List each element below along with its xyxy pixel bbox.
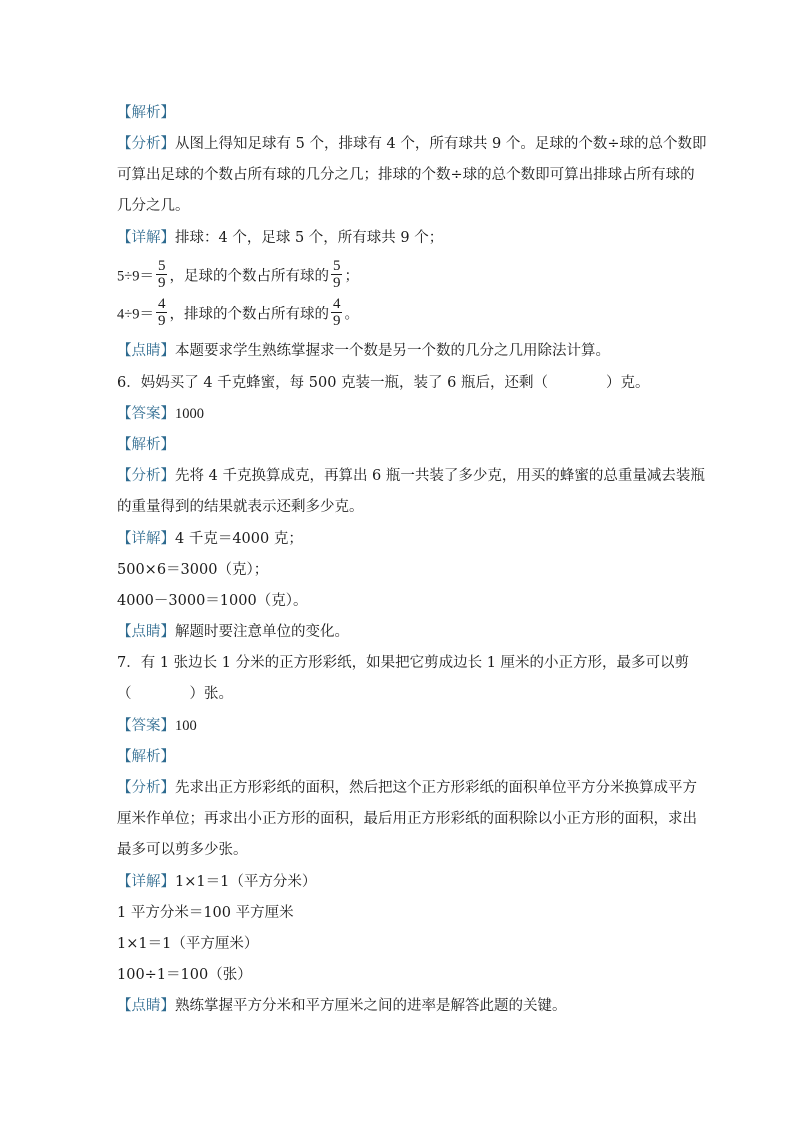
dianjing-text: 熟练掌握平方分米和平方厘米之间的进率是解答此题的关键。	[175, 998, 567, 1014]
fenxi-line	[117, 809, 697, 829]
xiangjie-line	[117, 965, 687, 985]
fenxi-tag: 【分析】	[117, 136, 175, 152]
xiangjie-text: 1×1＝1（平方厘米）	[117, 936, 259, 952]
fraction-numerator: 5	[332, 258, 341, 274]
jiexi-tag: 【解析】	[117, 749, 175, 765]
question-text: ）张。	[189, 686, 233, 702]
equation-text: 5÷9＝	[117, 268, 154, 285]
equation-text: ；	[344, 268, 359, 285]
fraction-denominator: 9	[332, 275, 341, 291]
fenxi-line	[117, 778, 697, 798]
xiangjie-line	[117, 591, 687, 611]
fraction	[331, 296, 343, 329]
fraction-denominator: 9	[332, 313, 341, 329]
xiangjie-text: 4 千克＝4000 克；	[175, 531, 303, 547]
fenxi-text: 先求出正方形彩纸的面积，然后把这个正方形彩纸的面积单位平方分米换算成平方	[175, 780, 697, 796]
equation-line	[117, 298, 687, 330]
dianjing-line	[117, 996, 687, 1016]
equation-text: ，足球的个数占所有球的	[169, 268, 329, 285]
question-text: （	[117, 686, 132, 702]
fenxi-tag: 【分析】	[117, 780, 175, 796]
xiangjie-text: 排球：4 个，足球 5 个，所有球共 9 个；	[175, 230, 444, 246]
question-text: ）克。	[606, 375, 650, 391]
answer-line	[117, 716, 687, 736]
fenxi-line	[117, 466, 705, 486]
fenxi-line	[117, 840, 687, 860]
xiangjie-line	[117, 872, 687, 892]
xiangjie-line	[117, 529, 687, 549]
answer-line	[117, 404, 687, 424]
equation-text: 4÷9＝	[117, 306, 154, 323]
fenxi-line	[117, 497, 687, 517]
xiangjie-text: 4000－3000＝1000（克）。	[117, 593, 308, 609]
dianjing-tag: 【点睛】	[117, 343, 175, 359]
question-7-cont	[117, 684, 687, 704]
fenxi-line	[117, 134, 707, 154]
fraction	[156, 258, 168, 291]
question-7	[117, 653, 690, 673]
jiexi-tag: 【解析】	[117, 105, 175, 121]
answer-tag: 【答案】	[117, 406, 175, 422]
dianjing-line	[117, 341, 687, 361]
answer-value: 1000	[175, 406, 204, 422]
fenxi-text: 从图上得知足球有 5 个，排球有 4 个，所有球共 9 个。足球的个数÷球的总个数即	[175, 136, 707, 152]
fraction-numerator: 4	[332, 296, 341, 312]
fraction-numerator: 5	[157, 258, 166, 274]
xiangjie-text: 1×1＝1（平方分米）	[175, 874, 317, 890]
xiangjie-line	[117, 228, 687, 248]
fenxi-tag: 【分析】	[117, 468, 175, 484]
answer-value: 100	[175, 718, 197, 734]
fenxi-text: 先将 4 千克换算成克，再算出 6 瓶一共装了多少克，用买的蜂蜜的总重量减去装瓶	[175, 468, 705, 484]
analysis-heading	[117, 103, 687, 123]
fenxi-text: 最多可以剪多少张。	[117, 842, 248, 858]
fenxi-text: 的重量得到的结果就表示还剩多少克。	[117, 499, 364, 515]
equation-line	[117, 260, 687, 292]
fenxi-text: 几分之几。	[117, 198, 190, 214]
xiangjie-tag: 【详解】	[117, 874, 175, 890]
analysis-heading	[117, 747, 687, 767]
equation-text: 。	[344, 306, 359, 323]
xiangjie-line	[117, 934, 687, 954]
fraction-denominator: 9	[157, 275, 166, 291]
dianjing-text: 解题时要注意单位的变化。	[175, 624, 349, 640]
fraction-denominator: 9	[157, 313, 166, 329]
answer-tag: 【答案】	[117, 718, 175, 734]
fenxi-text: 可算出足球的个数占所有球的几分之几；排球的个数÷球的总个数即可算出排球占所有球的	[117, 167, 695, 183]
question-6	[117, 373, 687, 393]
jiexi-tag: 【解析】	[117, 437, 175, 453]
dianjing-tag: 【点睛】	[117, 998, 175, 1014]
fenxi-line	[117, 196, 687, 216]
xiangjie-text: 1 平方分米＝100 平方厘米	[117, 905, 294, 921]
dianjing-tag: 【点睛】	[117, 624, 175, 640]
question-text: 7．有 1 张边长 1 分米的正方形彩纸，如果把它剪成边长 1 厘米的小正方形，最多可以剪	[117, 655, 690, 671]
xiangjie-tag: 【详解】	[117, 230, 175, 246]
xiangjie-line	[117, 903, 687, 923]
xiangjie-line	[117, 560, 687, 580]
question-text: 6．妈妈买了 4 千克蜂蜜，每 500 克装一瓶，装了 6 瓶后，还剩（	[117, 375, 549, 391]
xiangjie-text: 100÷1＝100（张）	[117, 967, 252, 983]
dianjing-text: 本题要求学生熟练掌握求一个数是另一个数的几分之几用除法计算。	[175, 343, 610, 359]
fraction-numerator: 4	[157, 296, 166, 312]
fraction	[156, 296, 168, 329]
fenxi-text: 厘米作单位；再求出小正方形的面积，最后用正方形彩纸的面积除以小正方形的面积，求出	[117, 811, 697, 827]
fraction	[331, 258, 343, 291]
dianjing-line	[117, 622, 687, 642]
equation-text: ，排球的个数占所有球的	[169, 306, 329, 323]
xiangjie-tag: 【详解】	[117, 531, 175, 547]
analysis-heading	[117, 435, 687, 455]
xiangjie-text: 500×6＝3000（克）；	[117, 562, 269, 578]
fenxi-line	[117, 165, 695, 185]
